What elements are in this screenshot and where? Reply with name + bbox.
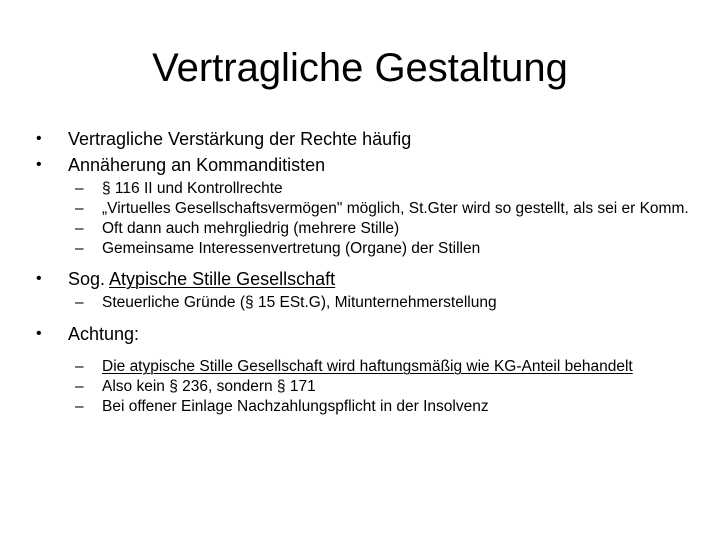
dash-marker: – bbox=[75, 294, 84, 311]
dash-marker: – bbox=[75, 378, 84, 395]
bullet-4-sub-1-underlined-text: Die atypische Stille Gesellschaft wird haftungsmäßig wie KG-Anteil behandelt bbox=[102, 358, 633, 375]
bullet-1 bbox=[36, 126, 696, 152]
slide-content bbox=[36, 126, 696, 416]
bullet-2-sub-2 bbox=[36, 199, 696, 218]
dash-marker: – bbox=[75, 220, 84, 237]
bullet-2-sub-2-text: „Virtuelles Gesellschaftsvermögen" möglich, St.Gter wird so gestellt, als sei er Komm. bbox=[102, 200, 689, 217]
bullet-2-sub-1-text: § 116 II und Kontrollrechte bbox=[102, 180, 283, 197]
bullet-4-sub-3-text: Bei offener Einlage Nachzahlungspflicht in der Insolvenz bbox=[102, 398, 489, 415]
bullet-marker: • bbox=[36, 156, 42, 173]
dash-marker: – bbox=[75, 200, 84, 217]
bullet-3-sub-1-text: Steuerliche Gründe (§ 15 ESt.G), Mitunternehmerstellung bbox=[102, 294, 497, 311]
dash-marker: – bbox=[75, 180, 84, 197]
bullet-4-sub-2-text: Also kein § 236, sondern § 171 bbox=[102, 378, 316, 395]
dash-marker: – bbox=[75, 398, 84, 415]
bullet-2 bbox=[36, 152, 696, 178]
bullet-2-sub-3-text: Oft dann auch mehrgliedrig (mehrere Stille) bbox=[102, 220, 400, 237]
bullet-4-sub-2 bbox=[36, 377, 696, 396]
bullet-3-prefix: Sog. bbox=[68, 269, 110, 289]
bullet-1-text: Vertragliche Verstärkung der Rechte häufig bbox=[68, 129, 412, 149]
slide-title: Vertragliche Gestaltung bbox=[152, 46, 568, 90]
bullet-2-sub-4 bbox=[36, 239, 696, 258]
dash-marker: – bbox=[75, 358, 84, 375]
bullet-2-sub-3 bbox=[36, 219, 696, 238]
bullet-2-sub-4-text: Gemeinsame Interessenvertretung (Organe) der Stillen bbox=[102, 240, 481, 257]
bullet-4-sub-1 bbox=[36, 357, 696, 376]
bullet-marker: • bbox=[36, 270, 42, 287]
bullet-3 bbox=[36, 266, 696, 292]
bullet-3-underlined-text: Atypische Stille Gesellschaft bbox=[109, 269, 336, 289]
bullet-3-sub-1 bbox=[36, 293, 696, 312]
bullet-4 bbox=[36, 321, 696, 347]
dash-marker: – bbox=[75, 240, 84, 257]
bullet-2-text: Annäherung an Kommanditisten bbox=[68, 155, 326, 175]
bullet-marker: • bbox=[36, 325, 42, 342]
bullet-4-text: Achtung: bbox=[68, 324, 140, 344]
bullet-marker: • bbox=[36, 130, 42, 147]
bullet-2-sub-1 bbox=[36, 179, 696, 198]
bullet-4-sub-3 bbox=[36, 397, 696, 416]
